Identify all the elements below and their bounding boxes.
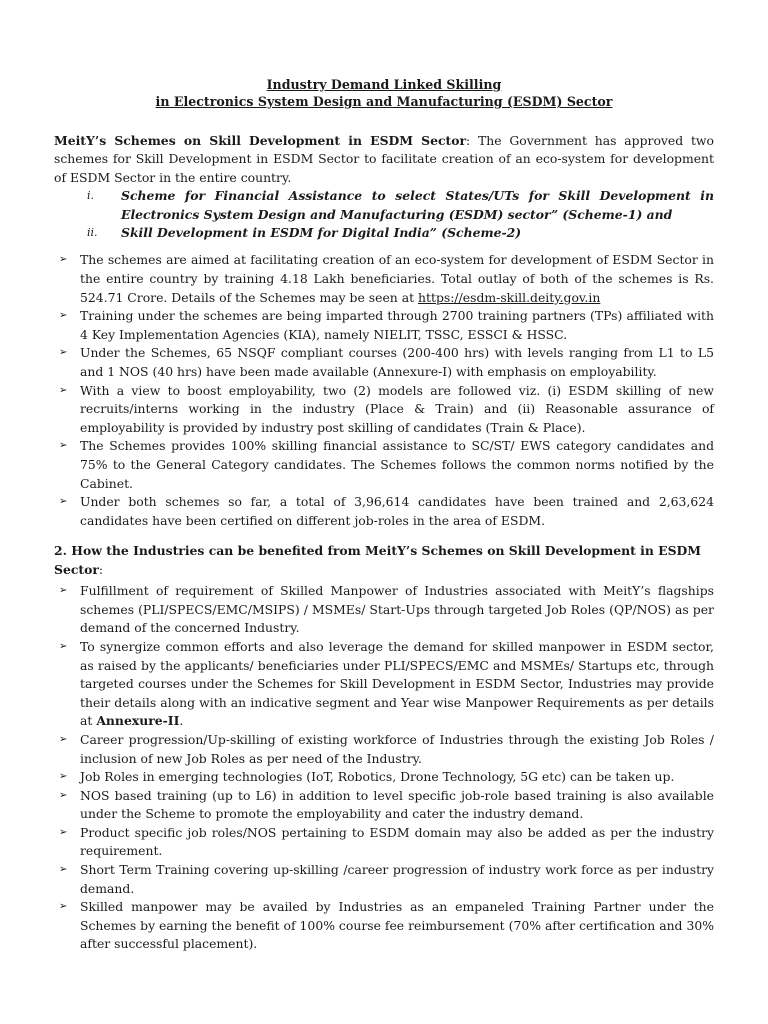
list-item bbox=[54, 251, 714, 307]
arrow-bullet-icon: ➢ bbox=[59, 496, 68, 508]
title-line-2: in Electronics System Design and Manufacturing (ESDM) Sector bbox=[155, 94, 613, 109]
arrow-bullet-icon: ➢ bbox=[59, 254, 68, 266]
document-body bbox=[54, 76, 714, 954]
bullet-text: Under the Schemes, 65 NSQF compliant courses (200-400 hrs) with levels ranging from L1 to L5 and 1 NOS (40 hrs) have been made available (Annexure-I) with emphasis on employability. bbox=[80, 345, 714, 379]
bullet-text: Product specific job roles/NOS pertaining to ESDM domain may also be added as per the industry requirement. bbox=[80, 824, 714, 859]
bullet-text: Skilled manpower may be availed by Industries as an empaneled Training Partner under the Schemes by earning the benefit of 100% course fee reimbursement (70% after certification and 30% after successful placement). bbox=[80, 899, 714, 952]
scheme-text: Scheme for Financial Assistance to select States/UTs for Skill Development in Electronics System Design and Manufacturing (ESDM) sector” (Scheme-1) and bbox=[121, 188, 714, 222]
section-2-heading-line bbox=[54, 542, 714, 579]
arrow-bullet-icon: ➢ bbox=[59, 864, 68, 876]
section-2-heading-suffix: : bbox=[98, 561, 104, 577]
annexure-ii-reference: Annexure-II bbox=[96, 713, 180, 729]
section-2-heading: 2. How the Industries can be benefited from MeitY’s Schemes on Skill Development in ESDM Sector bbox=[54, 543, 702, 577]
list-item bbox=[54, 638, 714, 731]
list-item bbox=[54, 898, 714, 954]
arrow-bullet-icon: ➢ bbox=[59, 789, 68, 801]
arrow-bullet-icon: ➢ bbox=[59, 310, 68, 322]
bullet-text: Short Term Training covering up-skilling /career progression of industry work force as per industry demand. bbox=[80, 862, 714, 896]
document-title bbox=[54, 76, 714, 110]
scheme-number: ii. bbox=[87, 226, 98, 240]
bullet-text: Career progression/Up-skilling of existing workforce of Industries through the existing Job Roles / inclusion of new Job Roles as per need of the Industry. bbox=[80, 731, 714, 766]
list-item bbox=[54, 824, 714, 861]
arrow-bullet-icon: ➢ bbox=[59, 384, 68, 396]
scheme-item bbox=[54, 224, 714, 242]
scheme-number: i. bbox=[87, 189, 95, 203]
bullet-text: The Schemes provides 100% skilling financial assistance to SC/ST/ EWS category candidates and 75% to the General Category candidates. The Schemes follows the common norms notified by the Cabinet. bbox=[80, 438, 714, 491]
list-item bbox=[54, 582, 714, 638]
list-item bbox=[54, 344, 714, 381]
section-1-intro bbox=[54, 132, 714, 187]
scheme-list bbox=[54, 187, 714, 242]
bullet-text: To synergize common efforts and also leverage the demand for skilled manpower in ESDM sector, as raised by the applicants/ beneficiaries under PLI/SPECS/EMC and MSMEs/ Startups etc, through targeted courses under the Schemes for Skill Development in ESDM Sector, Industries may provide their details along with an indicative segment and Year wise Manpower Requirements as per details at bbox=[80, 638, 714, 729]
bullet-text: Fulfillment of requirement of Skilled Manpower of Industries associated with MeitY’s flagships schemes (PLI/SPECS/EMC/MSIPS) / MSMEs/ Start-Ups through targeted Job Roles (QP/NOS) as per demand of the concerned Industry. bbox=[80, 583, 714, 636]
list-item bbox=[54, 768, 714, 787]
arrow-bullet-icon: ➢ bbox=[59, 901, 68, 913]
arrow-bullet-icon: ➢ bbox=[59, 733, 68, 745]
bullet-text: Training under the schemes are being imparted through 2700 training partners (TPs) affiliated with 4 Key Implementation Agencies (KIA), namely NIELIT, TSSC, ESSCI & HSSC. bbox=[80, 308, 714, 342]
list-item bbox=[54, 861, 714, 898]
list-item bbox=[54, 307, 714, 344]
arrow-bullet-icon: ➢ bbox=[59, 826, 68, 838]
arrow-bullet-icon: ➢ bbox=[59, 585, 68, 597]
bullet-text: The schemes are aimed at facilitating creation of an eco-system for development of ESDM Sector in the entire country by training 4.18 Lakh beneficiaries. Total outlay of both of the schemes is Rs. 524.71 Crore. Details of the Schemes may be seen at bbox=[80, 252, 714, 305]
section-1-intro-text: : The Government has approved two schemes for Skill Development in ESDM Sector to facilitate creation of an eco-system for development of ESDM Sector in the entire country. bbox=[54, 133, 714, 185]
section-1-bullets bbox=[54, 251, 714, 530]
list-item bbox=[54, 731, 714, 768]
arrow-bullet-icon: ➢ bbox=[59, 771, 68, 783]
section-1-heading: MeitY’s Schemes on Skill Development in ESDM Sector bbox=[54, 133, 467, 148]
scheme-item bbox=[54, 187, 714, 224]
bullet-text: With a view to boost employability, two (2) models are followed viz. (i) ESDM skilling of new recruits/interns working in the industry (Place & Train) and (ii) Reasonable assurance of employability is provided by industry post skilling of candidates (Train & Place). bbox=[80, 382, 714, 435]
arrow-bullet-icon: ➢ bbox=[59, 440, 68, 452]
list-item bbox=[54, 787, 714, 824]
section-2-bullets bbox=[54, 582, 714, 954]
title-line-1: Industry Demand Linked Skilling bbox=[266, 77, 502, 92]
bullet-text-end: . bbox=[179, 713, 184, 729]
bullet-text: Job Roles in emerging technologies (IoT, Robotics, Drone Technology, 5G etc) can be taken up. bbox=[80, 769, 675, 785]
list-item bbox=[54, 493, 714, 530]
scheme-text: Skill Development in ESDM for Digital India” (Scheme-2) bbox=[121, 225, 522, 241]
arrow-bullet-icon: ➢ bbox=[59, 347, 68, 359]
arrow-bullet-icon: ➢ bbox=[59, 640, 68, 652]
list-item bbox=[54, 437, 714, 493]
scheme-website-link[interactable]: https://esdm-skill.deity.gov.in bbox=[418, 289, 601, 305]
bullet-text: NOS based training (up to L6) in addition to level specific job-role based training is also available under the Scheme to promote the employability and cater the industry demand. bbox=[80, 787, 714, 822]
bullet-text: Under both schemes so far, a total of 3,96,614 candidates have been trained and 2,63,624 candidates have been certified on different job-roles in the area of ESDM. bbox=[80, 494, 714, 528]
list-item bbox=[54, 382, 714, 438]
